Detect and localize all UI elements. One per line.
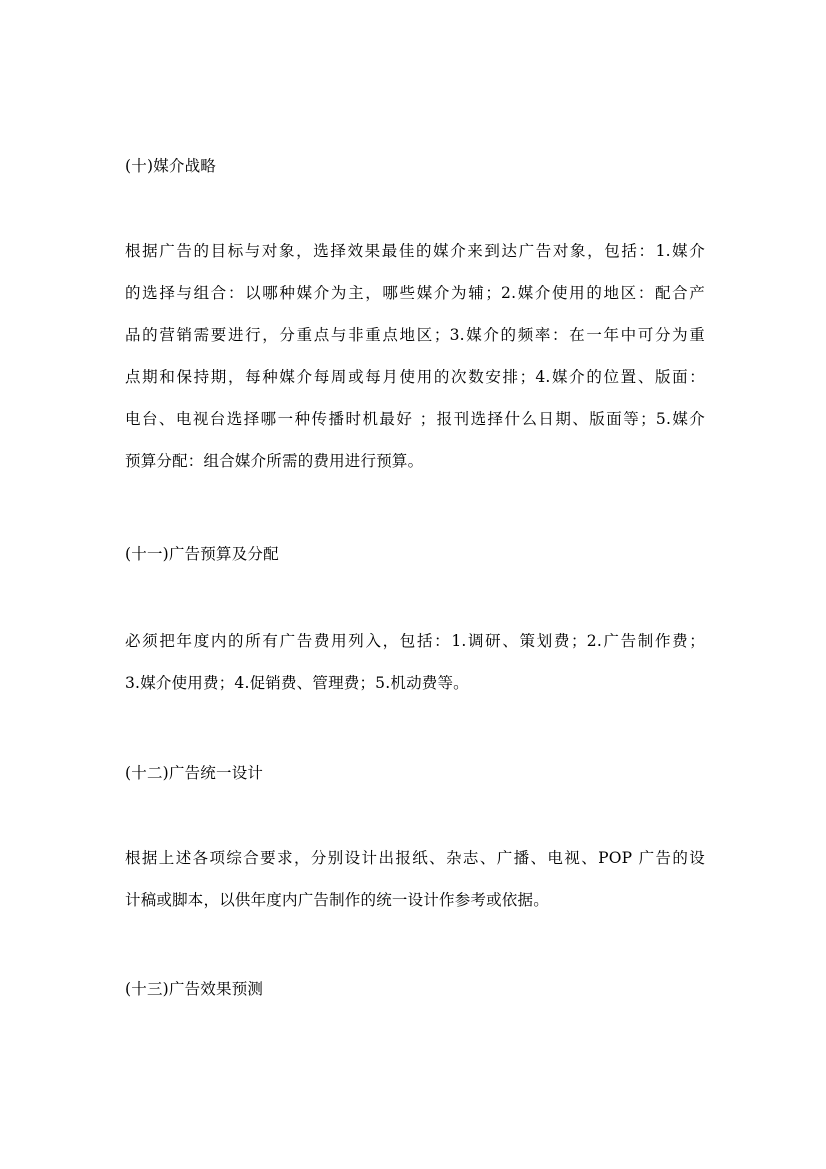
paragraph-line: 电台、电视台选择哪一种传播时机最好 ；报刊选择什么日期、版面等；5.媒介	[125, 410, 705, 428]
heading-text: (十)媒介战略	[125, 157, 216, 175]
heading-text: (十三)广告效果预测	[125, 980, 264, 998]
paragraph-line: 点期和保持期，每种媒介每周或每月使用的次数安排；4.媒介的位置、版面：	[125, 368, 705, 386]
section-heading-budget	[125, 539, 705, 569]
paragraph-line: 品的营销需要进行，分重点与非重点地区；3.媒介的频率：在一年中可分为重	[125, 326, 705, 344]
paragraph-line: 计稿或脚本，以供年度内广告制作的统一设计作参考或依据。	[125, 891, 549, 909]
paragraph-media-strategy	[125, 236, 705, 476]
paragraph-unified-design	[125, 843, 705, 915]
paragraph-line: 3.媒介使用费；4.促销费、管理费；5.机动费等。	[125, 674, 469, 692]
paragraph-line: 根据上述各项综合要求，分别设计出报纸、杂志、广播、电视、POP 广告的设	[125, 849, 705, 867]
heading-text: (十一)广告预算及分配	[125, 545, 279, 563]
paragraph-line: 必须把年度内的所有广告费用列入，包括：1.调研、策划费；2.广告制作费；	[125, 632, 705, 650]
section-heading-unified-design	[125, 758, 705, 788]
section-heading-effect-forecast	[125, 974, 705, 1004]
paragraph-line: 的选择与组合：以哪种媒介为主，哪些媒介为辅；2.媒介使用的地区：配合产	[125, 284, 705, 302]
heading-text: (十二)广告统一设计	[125, 764, 264, 782]
paragraph-budget	[125, 626, 705, 698]
paragraph-line: 根据广告的目标与对象，选择效果最佳的媒介来到达广告对象，包括：1.媒介	[125, 242, 705, 260]
section-heading-media-strategy	[125, 151, 705, 181]
paragraph-line: 预算分配：组合媒介所需的费用进行预算。	[125, 452, 424, 470]
